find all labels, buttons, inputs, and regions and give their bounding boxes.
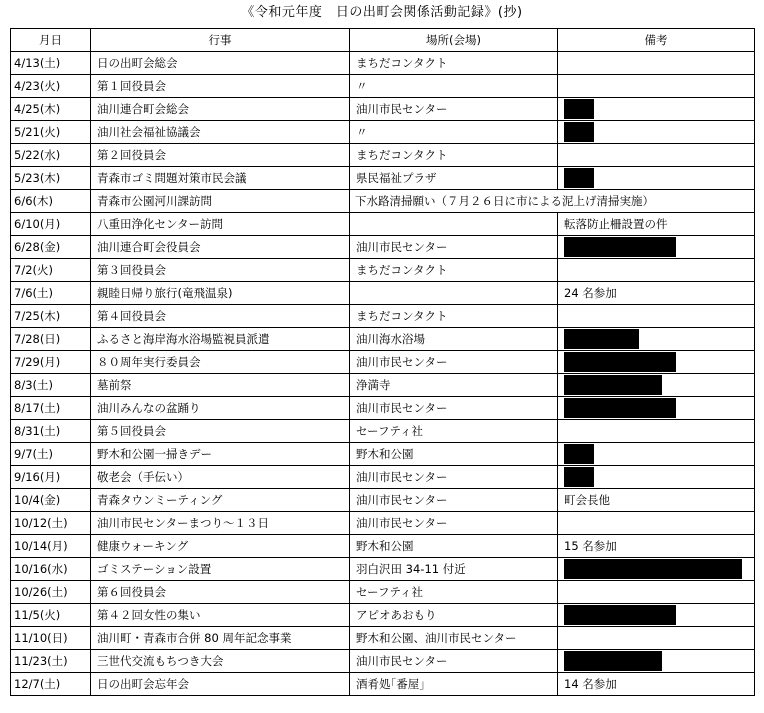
cell-remarks	[558, 259, 755, 282]
redaction-block	[564, 467, 594, 487]
table-row	[11, 121, 755, 144]
cell-event: 健康ウォーキング	[91, 535, 350, 558]
cell-remarks: 転落防止柵設置の件	[558, 213, 755, 236]
cell-remarks	[558, 558, 755, 581]
cell-place: 〃	[350, 75, 558, 98]
cell-remarks: 24 名参加	[558, 282, 755, 305]
activity-record-table	[10, 28, 755, 696]
table-row	[11, 213, 755, 236]
cell-place: まちだコンタクト	[350, 144, 558, 167]
cell-place: 野木和公園	[350, 535, 558, 558]
table-body	[11, 52, 755, 696]
cell-event: ふるさと海岸海水浴場監視員派遣	[91, 328, 350, 351]
table-row	[11, 236, 755, 259]
cell-place-remarks-merged: 下水路清掃願い（７月２６日に市による泥上げ清掃実施）	[350, 190, 755, 213]
cell-place: まちだコンタクト	[350, 52, 558, 75]
cell-remarks	[558, 167, 755, 190]
cell-event: 油川社会福祉協議会	[91, 121, 350, 144]
cell-date: 9/7(土)	[11, 443, 91, 466]
cell-place: 野木和公園、油川市民センター	[350, 627, 558, 650]
table-row	[11, 581, 755, 604]
cell-event: 油川市民センターまつり～１３日	[91, 512, 350, 535]
cell-place: 〃	[350, 121, 558, 144]
cell-remarks	[558, 397, 755, 420]
cell-event: 第５回役員会	[91, 420, 350, 443]
cell-place: 羽白沢田 34-11 付近	[350, 558, 558, 581]
cell-remarks: 14 名参加	[558, 673, 755, 696]
cell-date: 11/5(火)	[11, 604, 91, 627]
cell-date: 4/13(土)	[11, 52, 91, 75]
cell-date: 5/22(水)	[11, 144, 91, 167]
cell-remarks	[558, 581, 755, 604]
cell-place	[350, 282, 558, 305]
header-place: 場所(会場)	[350, 29, 558, 52]
table-row	[11, 650, 755, 673]
cell-remarks	[558, 627, 755, 650]
cell-event: 日の出町会忘年会	[91, 673, 350, 696]
cell-event: 油川みんなの盆踊り	[91, 397, 350, 420]
cell-event: 親睦日帰り旅行(竜飛温泉)	[91, 282, 350, 305]
table-row	[11, 535, 755, 558]
cell-place: 油川市民センター	[350, 397, 558, 420]
table-row	[11, 305, 755, 328]
cell-date: 11/23(土)	[11, 650, 91, 673]
cell-event: 日の出町会総会	[91, 52, 350, 75]
cell-place: セーフティ社	[350, 581, 558, 604]
cell-remarks	[558, 512, 755, 535]
table-row	[11, 489, 755, 512]
cell-place: 油川市民センター	[350, 236, 558, 259]
cell-date: 8/3(土)	[11, 374, 91, 397]
redaction-block	[564, 122, 594, 142]
redaction-block	[564, 329, 639, 349]
cell-remarks	[558, 52, 755, 75]
cell-date: 8/17(土)	[11, 397, 91, 420]
cell-place: 油川市民センター	[350, 489, 558, 512]
redaction-block	[564, 605, 676, 625]
table-row	[11, 52, 755, 75]
cell-event: 青森市公園河川課訪問	[91, 190, 350, 213]
cell-date: 4/23(火)	[11, 75, 91, 98]
cell-event: 八重田浄化センター訪問	[91, 213, 350, 236]
document-title: 《令和元年度 日の出町会関係活動記録》(抄)	[241, 5, 523, 20]
cell-remarks	[558, 374, 755, 397]
cell-place: 酒肴処｢番屋｣	[350, 673, 558, 696]
cell-date: 4/25(木)	[11, 98, 91, 121]
table-row	[11, 98, 755, 121]
cell-event: 敬老会（手伝い）	[91, 466, 350, 489]
table-row	[11, 75, 755, 98]
cell-event: 油川連合町会総会	[91, 98, 350, 121]
table-row	[11, 190, 755, 213]
cell-date: 5/23(木)	[11, 167, 91, 190]
cell-remarks: 町会長他	[558, 489, 755, 512]
cell-date: 7/25(木)	[11, 305, 91, 328]
table-row	[11, 627, 755, 650]
cell-remarks	[558, 236, 755, 259]
cell-place: 油川市民センター	[350, 466, 558, 489]
table-row	[11, 144, 755, 167]
redaction-block	[564, 559, 742, 579]
cell-remarks	[558, 351, 755, 374]
cell-date: 12/7(土)	[11, 673, 91, 696]
cell-date: 9/16(月)	[11, 466, 91, 489]
redaction-block	[564, 237, 676, 257]
header-date: 月日	[11, 29, 91, 52]
cell-place: 油川市民センター	[350, 98, 558, 121]
table-row	[11, 512, 755, 535]
cell-event: 第２回役員会	[91, 144, 350, 167]
cell-event: 青森タウンミーティング	[91, 489, 350, 512]
cell-date: 7/2(火)	[11, 259, 91, 282]
cell-date: 10/14(月)	[11, 535, 91, 558]
cell-place: 油川市民センター	[350, 512, 558, 535]
cell-place: 油川市民センター	[350, 351, 558, 374]
cell-remarks	[558, 305, 755, 328]
redaction-block	[564, 651, 662, 671]
redaction-block	[564, 398, 676, 418]
redaction-block	[564, 444, 594, 464]
cell-event: ゴミステーション設置	[91, 558, 350, 581]
redaction-block	[564, 99, 594, 119]
cell-date: 8/31(土)	[11, 420, 91, 443]
cell-date: 10/16(水)	[11, 558, 91, 581]
cell-event: 第１回役員会	[91, 75, 350, 98]
cell-remarks	[558, 466, 755, 489]
cell-remarks	[558, 420, 755, 443]
cell-date: 10/26(土)	[11, 581, 91, 604]
cell-place: 浄満寺	[350, 374, 558, 397]
cell-event: 第４回役員会	[91, 305, 350, 328]
cell-date: 7/28(日)	[11, 328, 91, 351]
cell-place: アピオあおもり	[350, 604, 558, 627]
table-row	[11, 466, 755, 489]
table-row	[11, 374, 755, 397]
cell-place: セーフティ社	[350, 420, 558, 443]
cell-date: 5/21(火)	[11, 121, 91, 144]
cell-place: まちだコンタクト	[350, 305, 558, 328]
redaction-block	[564, 375, 662, 395]
table-row	[11, 167, 755, 190]
cell-event: 青森市ゴミ問題対策市民会議	[91, 167, 350, 190]
redaction-block	[564, 168, 594, 188]
cell-event: 第３回役員会	[91, 259, 350, 282]
cell-event: 野木和公園一掃きデー	[91, 443, 350, 466]
cell-remarks: 15 名参加	[558, 535, 755, 558]
cell-date: 6/10(月)	[11, 213, 91, 236]
table-row	[11, 259, 755, 282]
cell-date: 7/6(土)	[11, 282, 91, 305]
cell-date: 6/6(木)	[11, 190, 91, 213]
table-row	[11, 558, 755, 581]
cell-event: 第４２回女性の集い	[91, 604, 350, 627]
cell-place: 野木和公園	[350, 443, 558, 466]
cell-date: 7/29(月)	[11, 351, 91, 374]
cell-remarks	[558, 650, 755, 673]
table-row	[11, 328, 755, 351]
table-row	[11, 673, 755, 696]
cell-date: 11/10(日)	[11, 627, 91, 650]
cell-date: 10/12(土)	[11, 512, 91, 535]
table-row	[11, 443, 755, 466]
cell-remarks	[558, 443, 755, 466]
cell-place: 油川市民センター	[350, 650, 558, 673]
cell-remarks	[558, 144, 755, 167]
cell-event: 油川町・青森市合併 80 周年記念事業	[91, 627, 350, 650]
table-row	[11, 397, 755, 420]
cell-event: ８０周年実行委員会	[91, 351, 350, 374]
table-row	[11, 604, 755, 627]
cell-remarks	[558, 604, 755, 627]
cell-event: 三世代交流もちつき大会	[91, 650, 350, 673]
table-row	[11, 351, 755, 374]
table-row	[11, 282, 755, 305]
header-remarks: 備考	[558, 29, 755, 52]
cell-remarks	[558, 121, 755, 144]
cell-remarks	[558, 328, 755, 351]
cell-date: 10/4(金)	[11, 489, 91, 512]
cell-place: まちだコンタクト	[350, 259, 558, 282]
cell-event: 墓前祭	[91, 374, 350, 397]
cell-remarks	[558, 75, 755, 98]
cell-date: 6/28(金)	[11, 236, 91, 259]
cell-event: 油川連合町会役員会	[91, 236, 350, 259]
table-row	[11, 420, 755, 443]
cell-place	[350, 213, 558, 236]
table-header-row	[11, 29, 755, 52]
cell-place: 県民福祉プラザ	[350, 167, 558, 190]
cell-event: 第６回役員会	[91, 581, 350, 604]
cell-remarks	[558, 98, 755, 121]
redaction-block	[564, 352, 676, 372]
cell-place: 油川海水浴場	[350, 328, 558, 351]
header-event: 行事	[91, 29, 350, 52]
